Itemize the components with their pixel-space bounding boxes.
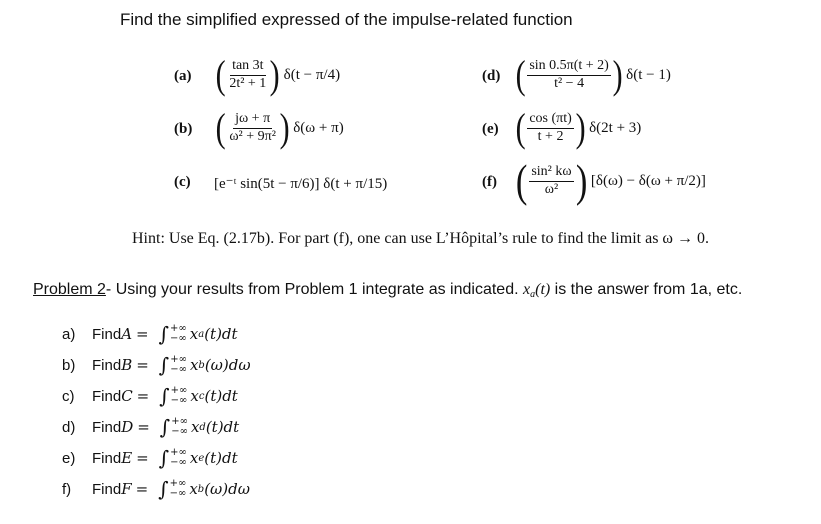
integrand-subscript: b (198, 359, 205, 371)
numerator: jω + π (233, 112, 272, 129)
part-a-expression (214, 52, 341, 97)
item-label: d) (62, 418, 76, 436)
numerator: sin² kω (529, 165, 573, 182)
item-label: c) (62, 387, 75, 405)
integrand-argument: (ω)dω (204, 356, 251, 374)
integral-name: D (121, 418, 134, 436)
integral-item (62, 446, 238, 470)
var-symbol: x (523, 281, 531, 298)
integrand-function: x (189, 356, 199, 374)
integral-expression (121, 415, 239, 439)
integral-sign (158, 477, 186, 501)
integral-name: B (121, 356, 133, 374)
integral-symbol-icon: ∫ (158, 446, 170, 470)
integral-sign (159, 446, 187, 470)
integral-expression (121, 477, 250, 501)
part-c-label: (c) (174, 174, 191, 190)
equals-sign: = (136, 325, 149, 343)
integral-expression (121, 353, 250, 377)
integrand-function: x (190, 418, 200, 436)
integral-name: E (121, 449, 133, 467)
problem-2-text: - Using your results from Problem 1 integrate as indicated. (105, 281, 523, 298)
integrand-argument: (t)dt (204, 325, 238, 343)
problem-2-tail: is the answer from 1a, etc. (550, 281, 743, 298)
integral-limits (170, 324, 187, 345)
problem-2-heading: Problem 2 (33, 281, 106, 298)
item-prefix: Find (92, 418, 122, 436)
lower-limit: −∞ (170, 395, 188, 406)
integral-sign (160, 415, 188, 439)
fraction (527, 59, 611, 91)
impulse-term: δ(t − π/4) (283, 66, 341, 83)
integral-item (62, 322, 238, 346)
item-label: a) (62, 325, 76, 343)
integral-expression (121, 322, 237, 346)
integral-sign (159, 322, 187, 346)
integrand-function: x (189, 480, 198, 498)
integrand-function: x (189, 325, 199, 343)
integral-limits (170, 448, 187, 469)
integrand-subscript: c (198, 390, 205, 402)
part-e-label: (e) (482, 121, 499, 137)
integral-item (62, 477, 250, 501)
denominator: t + 2 (537, 128, 564, 144)
integral-limits (171, 417, 188, 438)
integral-item (62, 384, 238, 408)
right-paren: ) (612, 52, 623, 97)
item-label: b) (62, 356, 76, 374)
item-prefix: Find (92, 387, 122, 405)
impulse-term: [δ(ω) − δ(ω + π/2)] (590, 172, 706, 189)
left-paren: ( (215, 105, 226, 150)
fraction (227, 59, 268, 91)
numerator: sin 0.5π(t + 2) (527, 59, 611, 76)
item-prefix: Find (92, 325, 122, 343)
integrand-argument: (t)dt (204, 387, 238, 405)
right-paren: ) (279, 105, 290, 150)
part-b-label: (b) (174, 121, 193, 137)
equals-sign: = (137, 418, 150, 436)
right-paren: ) (575, 155, 587, 206)
upper-limit: +∞ (170, 446, 187, 458)
var-subscript: a (530, 289, 536, 300)
hint-text: Hint: Use Eq. (2.17b). For part (f), one can use L’Hôpital’s rule to find the limit as ω → 0. (132, 230, 709, 247)
integral-name: C (121, 387, 133, 405)
equals-sign: = (136, 387, 150, 405)
upper-limit: +∞ (170, 353, 187, 365)
part-d-label: (d) (482, 68, 501, 84)
integral-symbol-icon: ∫ (158, 353, 170, 377)
numerator: tan 3t (230, 59, 266, 76)
integral-name: F (121, 480, 132, 498)
impulse-term: δ(2t + 3) (589, 119, 642, 136)
lower-limit: −∞ (171, 426, 188, 437)
integrand-argument: (t)dt (204, 449, 238, 467)
impulse-term: δ(ω + π) (293, 119, 344, 136)
lower-limit: −∞ (170, 457, 187, 468)
integral-expression (121, 384, 238, 408)
page-title: Find the simplified expressed of the impulse-related function (120, 10, 573, 29)
item-label: f) (62, 480, 72, 498)
part-c-expression: [e⁻ᵗ sin(5t − π/6)] δ(t + π/15) (214, 176, 388, 192)
integrand-subscript: e (198, 452, 205, 464)
upper-limit: +∞ (170, 384, 188, 396)
integrand-subscript: b (197, 483, 205, 495)
lower-limit: −∞ (169, 488, 187, 499)
part-b-expression (214, 105, 344, 150)
var-argument: (t) (535, 281, 551, 298)
right-paren: ) (575, 105, 586, 150)
integrand-function: x (189, 449, 199, 467)
right-paren: ) (269, 52, 280, 97)
part-d-expression (514, 52, 671, 97)
integrand-subscript: d (199, 421, 206, 433)
integral-symbol-icon: ∫ (158, 477, 169, 501)
equals-sign: = (136, 449, 149, 467)
integral-limits (170, 355, 187, 376)
integrand-subscript: a (198, 328, 205, 340)
left-paren: ( (515, 155, 528, 206)
integral-limits (170, 479, 187, 500)
integral-expression (121, 446, 237, 470)
integral-sign (159, 384, 187, 408)
integrand-function: x (190, 387, 199, 405)
integral-limits (171, 386, 188, 407)
impulse-term: δ(t − 1) (626, 66, 671, 83)
part-a-label: (a) (174, 68, 192, 84)
left-paren: ( (515, 52, 526, 97)
denominator: t² − 4 (554, 75, 585, 91)
part-e-expression (514, 105, 642, 150)
denominator: 2t² + 1 (229, 75, 267, 91)
lower-limit: −∞ (170, 333, 187, 344)
equals-sign: = (136, 356, 149, 374)
integral-symbol-icon: ∫ (159, 415, 171, 439)
part-f-expression (514, 155, 706, 206)
equals-sign: = (135, 480, 149, 498)
integral-name: A (121, 325, 133, 343)
item-prefix: Find (92, 356, 122, 374)
integral-sign (159, 353, 187, 377)
fraction (529, 165, 573, 197)
upper-limit: +∞ (171, 415, 188, 427)
denominator: ω² (544, 181, 559, 197)
item-prefix: Find (92, 480, 122, 498)
integral-symbol-icon: ∫ (158, 322, 170, 346)
upper-limit: +∞ (170, 322, 187, 334)
lower-limit: −∞ (170, 364, 187, 375)
left-paren: ( (515, 105, 526, 150)
item-label: e) (62, 449, 76, 467)
fraction (527, 112, 573, 144)
integral-symbol-icon: ∫ (159, 384, 170, 408)
integral-item (62, 415, 239, 439)
problem-2-statement (33, 281, 742, 300)
integrand-argument: (t)dt (205, 418, 240, 436)
item-prefix: Find (92, 449, 122, 467)
left-paren: ( (215, 52, 226, 97)
numerator: cos (πt) (527, 112, 573, 129)
problem-2-variable (523, 281, 550, 298)
upper-limit: +∞ (169, 477, 187, 489)
denominator: ω² + 9π² (229, 128, 276, 144)
fraction (227, 112, 278, 144)
integral-item (62, 353, 251, 377)
integrand-argument: (ω)dω (204, 480, 250, 498)
part-f-label: (f) (482, 174, 497, 190)
